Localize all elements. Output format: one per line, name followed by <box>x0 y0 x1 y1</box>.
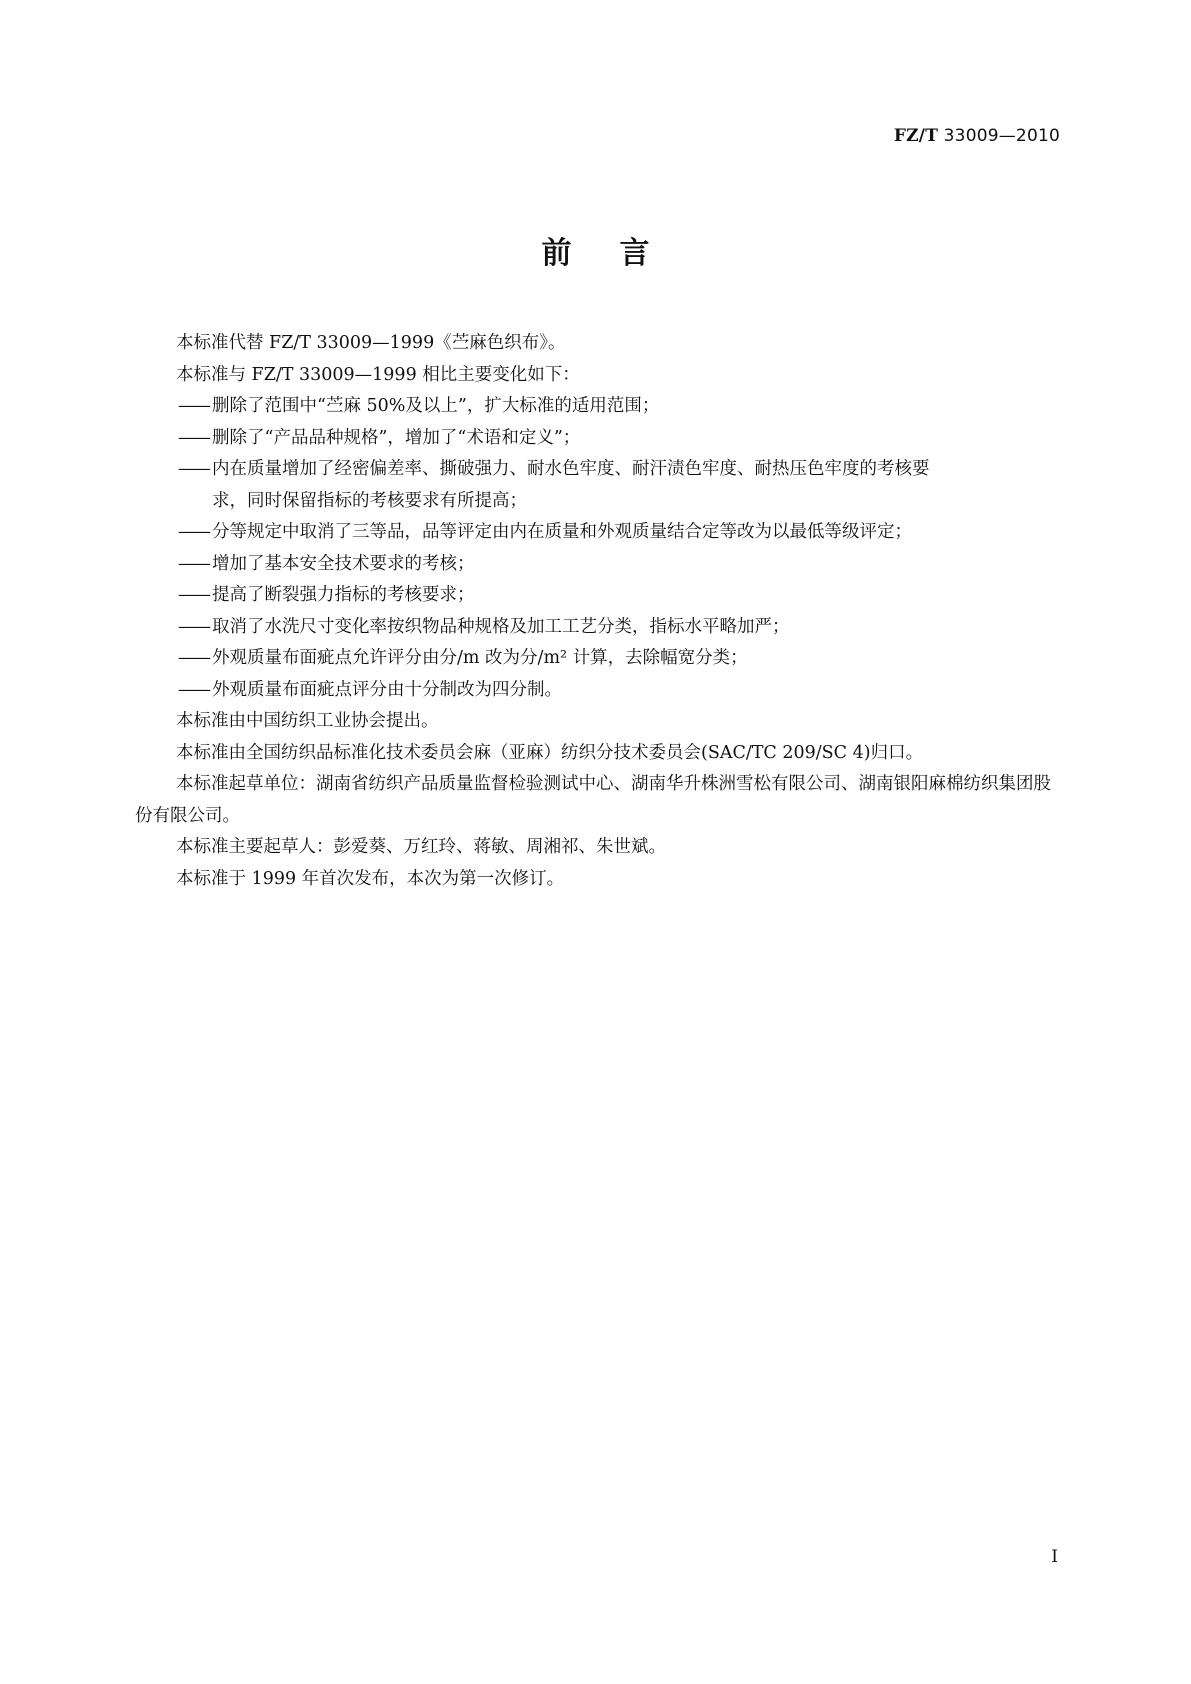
dash-mark: —— <box>178 522 209 542</box>
standard-code-prefix: FZ/T <box>893 126 939 146</box>
change-item <box>135 517 1055 549</box>
paragraph-changes-intro: 本标准与 FZ/T 33009—1999 相比主要变化如下： <box>176 364 580 385</box>
change-item <box>135 549 1055 581</box>
paragraph-proposer: 本标准由中国纺织工业协会提出。 <box>176 711 439 731</box>
standard-code-number: 33009—2010 <box>943 126 1060 146</box>
change-item-text: 取消了水洗尺寸变化率按织物品种规格及加工工艺分类，指标水平略加严； <box>212 616 790 637</box>
paragraph-drafting-units: 本标准起草单位：湖南省纺织产品质量监督检验测试中心、湖南华升株洲雪松有限公司、湖南银阳麻棉纺织集团股份有限公司。 <box>135 774 1051 826</box>
change-item-text: 删除了范围中“苎麻 50%及以上”，扩大标准的适用范围； <box>212 396 660 416</box>
change-item-text: 外观质量布面疵点评分由十分制改为四分制。 <box>212 679 562 700</box>
paragraph-history: 本标准于 1999 年首次发布，本次为第一次修订。 <box>176 868 565 889</box>
change-item-text: 增加了基本安全技术要求的考核； <box>212 553 475 574</box>
change-item-text-continued: 求，同时保留指标的考核要求有所提高； <box>212 490 527 511</box>
dash-mark: —— <box>178 553 209 574</box>
change-item-text: 删除了“产品品种规格”，增加了“术语和定义”； <box>212 427 581 448</box>
change-item <box>135 423 1055 455</box>
foreword-body <box>135 328 1055 895</box>
change-item <box>135 675 1055 707</box>
change-item <box>135 643 1055 675</box>
change-item-text: 提高了断裂强力指标的考核要求； <box>212 585 475 605</box>
change-item-text: 分等规定中取消了三等品，品等评定由内在质量和外观质量结合定等改为以最低等级评定； <box>212 522 912 542</box>
change-item <box>135 612 1055 644</box>
change-item <box>135 391 1055 423</box>
change-item <box>135 580 1055 612</box>
page-title: 前言 <box>541 236 698 271</box>
standard-code <box>894 126 1060 146</box>
change-item-text: 内在质量增加了经密偏差率、撕破强力、耐水色牢度、耐汗渍色牢度、耐热压色牢度的考核要 <box>212 459 930 479</box>
dash-mark: —— <box>178 648 209 668</box>
dash-mark: —— <box>178 396 209 416</box>
dash-mark: —— <box>178 679 209 700</box>
dash-mark: —— <box>178 427 209 448</box>
dash-mark: —— <box>178 585 209 605</box>
paragraph-replaces: 本标准代替 FZ/T 33009—1999《苎麻色织布》。 <box>176 333 566 353</box>
dash-mark: —— <box>178 616 209 637</box>
change-item <box>135 454 1055 517</box>
change-item-text: 外观质量布面疵点允许评分由分/m 改为分/m² 计算，去除幅宽分类； <box>212 648 748 668</box>
paragraph-committee: 本标准由全国纺织品标准化技术委员会麻（亚麻）纺织分技术委员会(SAC/TC 209/SC 4)归口。 <box>176 742 924 763</box>
dash-mark: —— <box>178 459 209 479</box>
paragraph-drafters: 本标准主要起草人：彭爱葵、万红玲、蒋敏、周湘祁、朱世斌。 <box>176 837 666 857</box>
page-number: I <box>1051 1547 1058 1567</box>
